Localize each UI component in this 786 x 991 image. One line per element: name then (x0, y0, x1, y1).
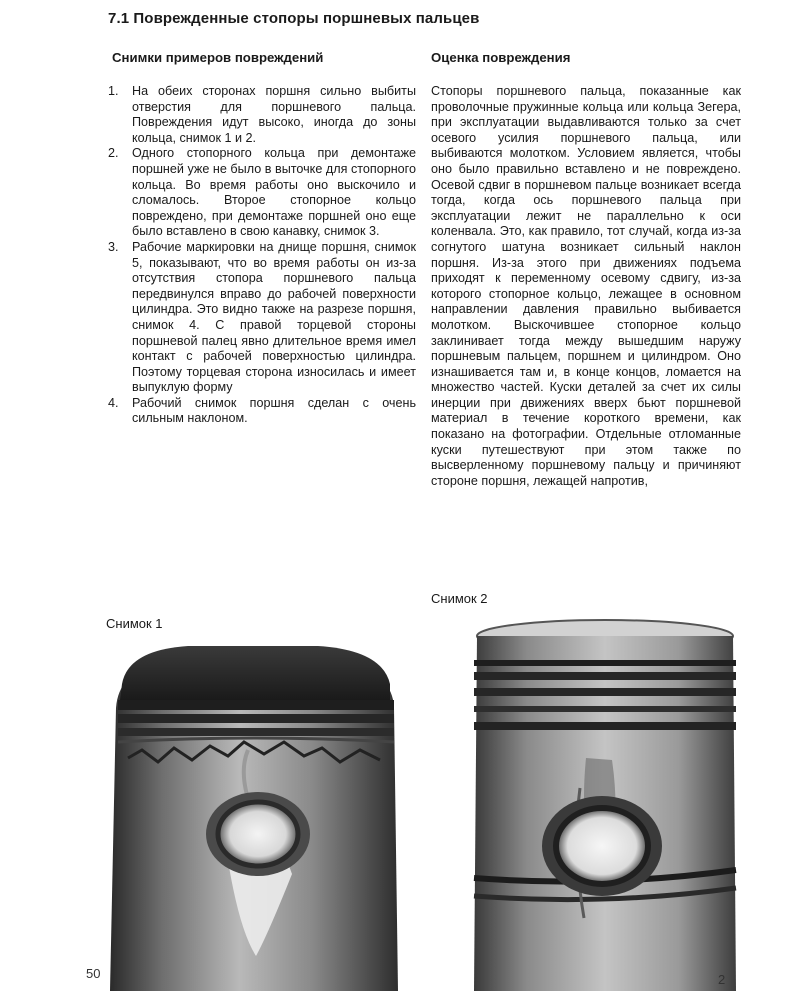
item-text: Одного стопорного кольца при демонтаже поршней уже не было в выточке для стопорного кольца. Во время работы оно выскочило и сломалось. Второе стопорное кольцо повреждено, при демонтаже поршней оно еще было вставлено в свою канавку, снимок 3. (132, 146, 416, 239)
item-number: 1. (108, 84, 119, 98)
damage-examples-list (108, 84, 416, 427)
section-title: 7.1 Поврежденные стопоры поршневых пальцев (108, 10, 480, 27)
right-column-heading: Оценка повреждения (431, 50, 571, 65)
list-item (108, 240, 416, 396)
damage-assessment-text: Стопоры поршневого пальца, показанные как проволочные пружинные кольца или кольца Зегера, при эксплуатации выдавливаются только за счет осевого усилия поршневого пальца, или выбиваются молотком. Условием является, чтобы оно было правильно вставлено и не повреждено. Осевой сдвиг в поршневом пальце возникает всегда тогда, когда ось поршневого пальца при эксплуатации лежит не параллельно к оси коленвала. Это, как правило, тот случай, когда из-за согнутого шатуна возникает сильный наклон поршня. Из-за этого при движениях подъема приходят к переменному осевому сдвигу, из-за которого стопорное кольцо, лежащее в основном направлении давления правильно выбивается молотком. Выскочившее стопорное кольцо заклинивает тогда между вышедшим наружу поршневым пальцем, поршнем и цилиндром. Оно изнашивается там и, в конце концов, ломается на множество частей. Куски деталей за счет их силы инерции при движениях вверх бьют поршневой материал в течение короткого времени, как показано на фотографии. Отдельные отломанные куски путешествуют при этом также по высверленному поршневому пальцу и причиняют стороне поршня, лежащей напротив, (431, 84, 741, 488)
piston-photo-2 (460, 618, 750, 991)
item-number: 2. (108, 146, 119, 161)
photo1-caption: Снимок 1 (106, 616, 163, 631)
photo2-caption: Снимок 2 (431, 591, 488, 606)
page-number-right: 2 (718, 972, 726, 987)
item-text: На обеих сторонах поршня сильно выбиты отверстия для поршневого пальца. Повреждения идут высоко, иногда до зоны кольца, снимок 1 и 2. (132, 84, 416, 145)
left-column-heading: Снимки примеров повреждений (112, 50, 324, 65)
piston-photo-1 (108, 638, 400, 991)
item-text: Рабочие маркировки на днище поршня, снимок 5, показывают, что во время работы он из-за отсутствия стопора поршневого пальца передвинулся вправо до рабочей поверхности цилиндра. Это видно также на разрезе поршня, снимок 4. С правой торцевой стороны поршневой палец явно длительное время имел контакт с рабочей поверхностью цилиндра. Поэтому торцевая сторона износилась и имеет выпуклую форму (132, 239, 416, 395)
list-item (108, 396, 416, 427)
list-item (108, 146, 416, 240)
item-text: Рабочий снимок поршня сделан с очень сильным наклоном. (132, 395, 416, 426)
page-number-left: 50 (86, 966, 101, 981)
item-number: 4. (108, 395, 119, 410)
item-number: 3. (108, 239, 119, 254)
list-item (108, 84, 416, 146)
